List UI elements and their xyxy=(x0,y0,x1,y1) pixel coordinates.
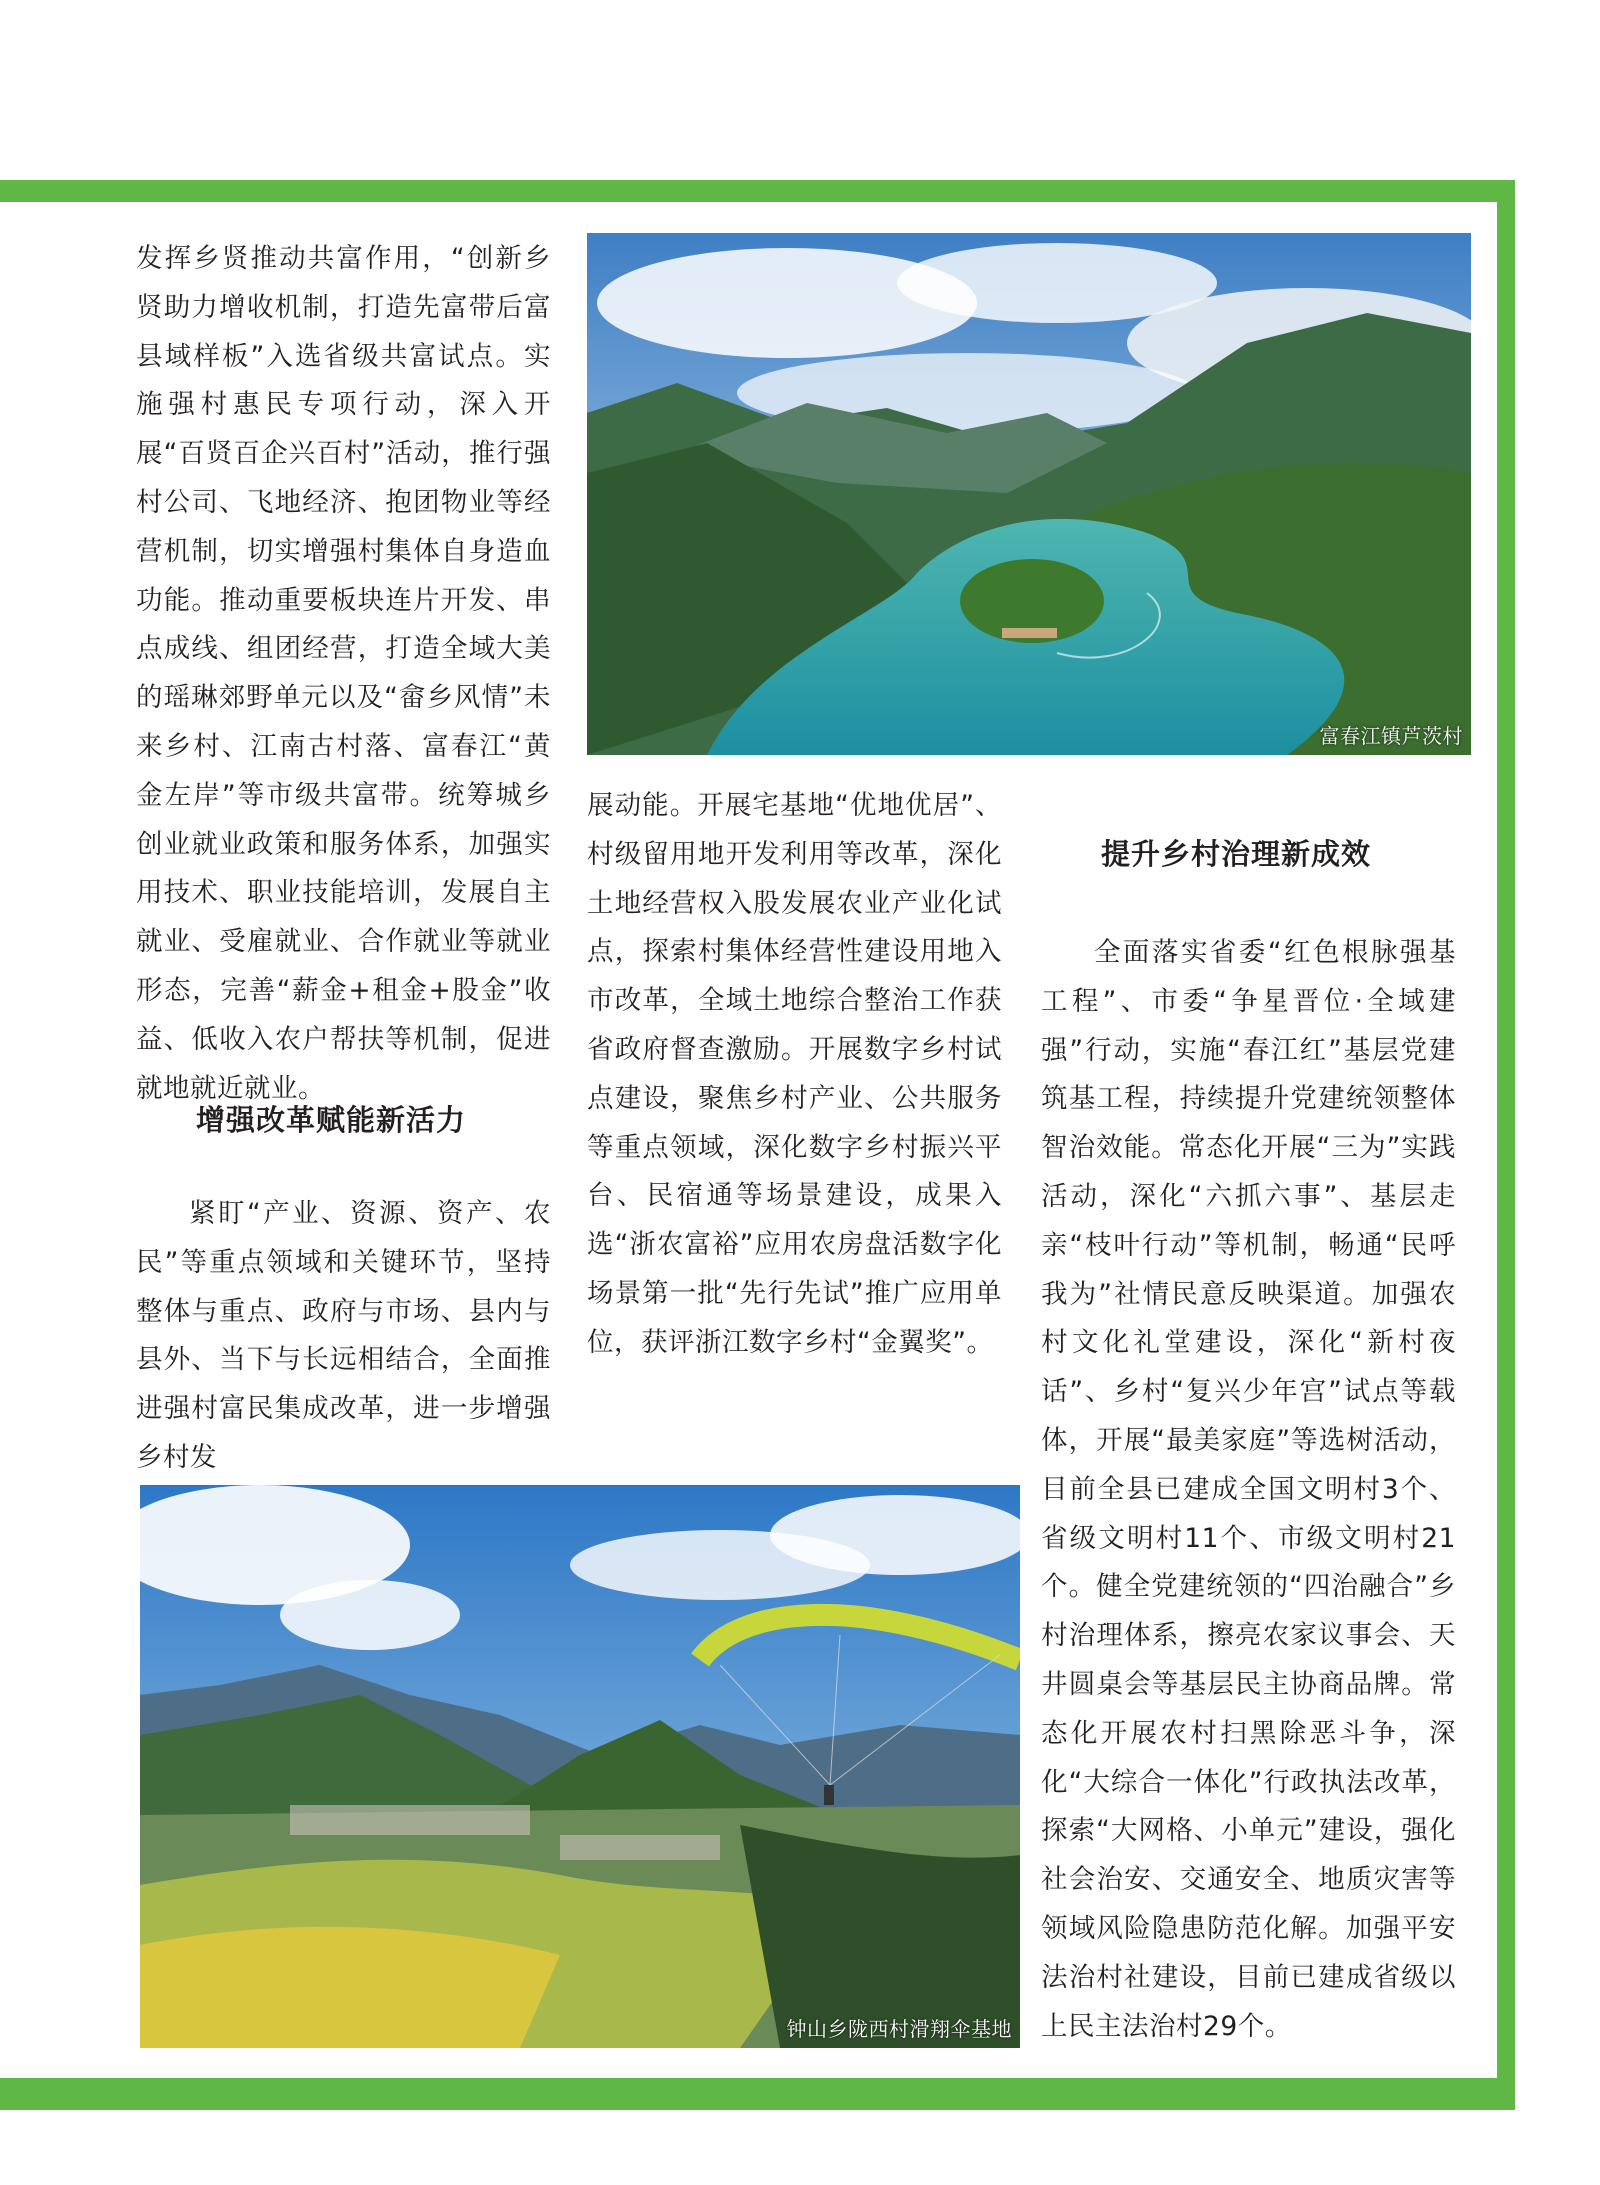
right-paragraph: 全面落实省委“红色根脉强基工程”、市委“争星晋位·全域建强”行动，实施“春江红”基层党建筑基工程，持续提升党建统领整体智治效能。常态化开展“三为”实践活动，深化“六抓六事”、基层走亲“枝叶行动”等机制，畅通“民呼我为”社情民意反映渠道。加强农村文化礼堂建设，深化“新村夜话”、乡村“复兴少年宫”试点等载体，开展“最美家庭”等选树活动，目前全县已建成全国文明村3个、省级文明村11个、市级文明村21个。健全党建统领的“四治融合”乡村治理体系，擦亮农家议事会、天井圆桌会等基层民主协商品牌。常态化开展农村扫黑除恶斗争，深化“大综合一体化”行政执法改革，探索“大网格、小单元”建设，强化社会治安、交通安全、地质灾害等领域风险隐患防范化解。加强平安法治村社建设，目前已建成省级以上民主法治村29个。 xyxy=(1041,937,1456,2042)
photo-caption-fuchunjiang: 富春江镇芦茨村 xyxy=(1319,724,1463,748)
photo-paragliding-image xyxy=(140,1485,1020,2048)
section-heading-governance: 提升乡村治理新成效 xyxy=(1101,837,1372,871)
section-heading-reform: 增强改革赋能新活力 xyxy=(196,1103,467,1137)
left-paragraph-1: 发挥乡贤推动共富作用，“创新乡贤助力增收机制，打造先富带后富县域样板”入选省级共富试点。实施强村惠民专项行动，深入开展“百贤百企兴百村”活动，推行强村公司、飞地经济、抱团物业等经营机制，切实增强村集体自身造血功能。推动重要板块连片开发、串点成线、组团经营，打造全域大美的瑶琳郊野单元以及“畲乡风情”未来乡村、江南古村落、富春江“黄金左岸”等市级共富带。统筹城乡创业就业政策和服务体系，加强实用技术、职业技能培训，发展自主就业、受雇就业、合作就业等就业形态，完善“薪金+租金+股金”收益、低收入农户帮扶等机制，促进就地就近就业。 xyxy=(136,243,551,1104)
photo-fuchunjiang xyxy=(587,233,1471,755)
middle-column xyxy=(587,782,1002,1368)
photo-caption-paragliding: 钟山乡陇西村滑翔伞基地 xyxy=(786,2017,1012,2041)
frame-right-bar xyxy=(1497,180,1515,2110)
left-column-lower xyxy=(136,1190,551,1483)
photo-paragliding xyxy=(140,1485,1020,2048)
left-column xyxy=(136,235,551,1113)
frame-top-bar xyxy=(0,180,1515,202)
right-column xyxy=(1041,929,1456,2051)
left-paragraph-2: 紧盯“产业、资源、资产、农民”等重点领域和关键环节，坚持整体与重点、政府与市场、县内与县外、当下与长远相结合，全面推进强村富民集成改革，进一步增强乡村发 xyxy=(136,1198,551,1473)
middle-paragraph: 展动能。开展宅基地“优地优居”、村级留用地开发利用等改革，深化土地经营权入股发展农业产业化试点，探索村集体经营性建设用地入市改革，全域土地综合整治工作获省政府督查激励。开展数字乡村试点建设，聚焦乡村产业、公共服务等重点领域，深化数字乡村振兴平台、民宿通等场景建设，成果入选“浙农富裕”应用农房盘活数字化场景第一批“先行先试”推广应用单位，获评浙江数字乡村“金翼奖”。 xyxy=(587,790,1002,1358)
frame-bottom-bar xyxy=(0,2078,1515,2110)
photo-fuchunjiang-image xyxy=(587,233,1471,755)
